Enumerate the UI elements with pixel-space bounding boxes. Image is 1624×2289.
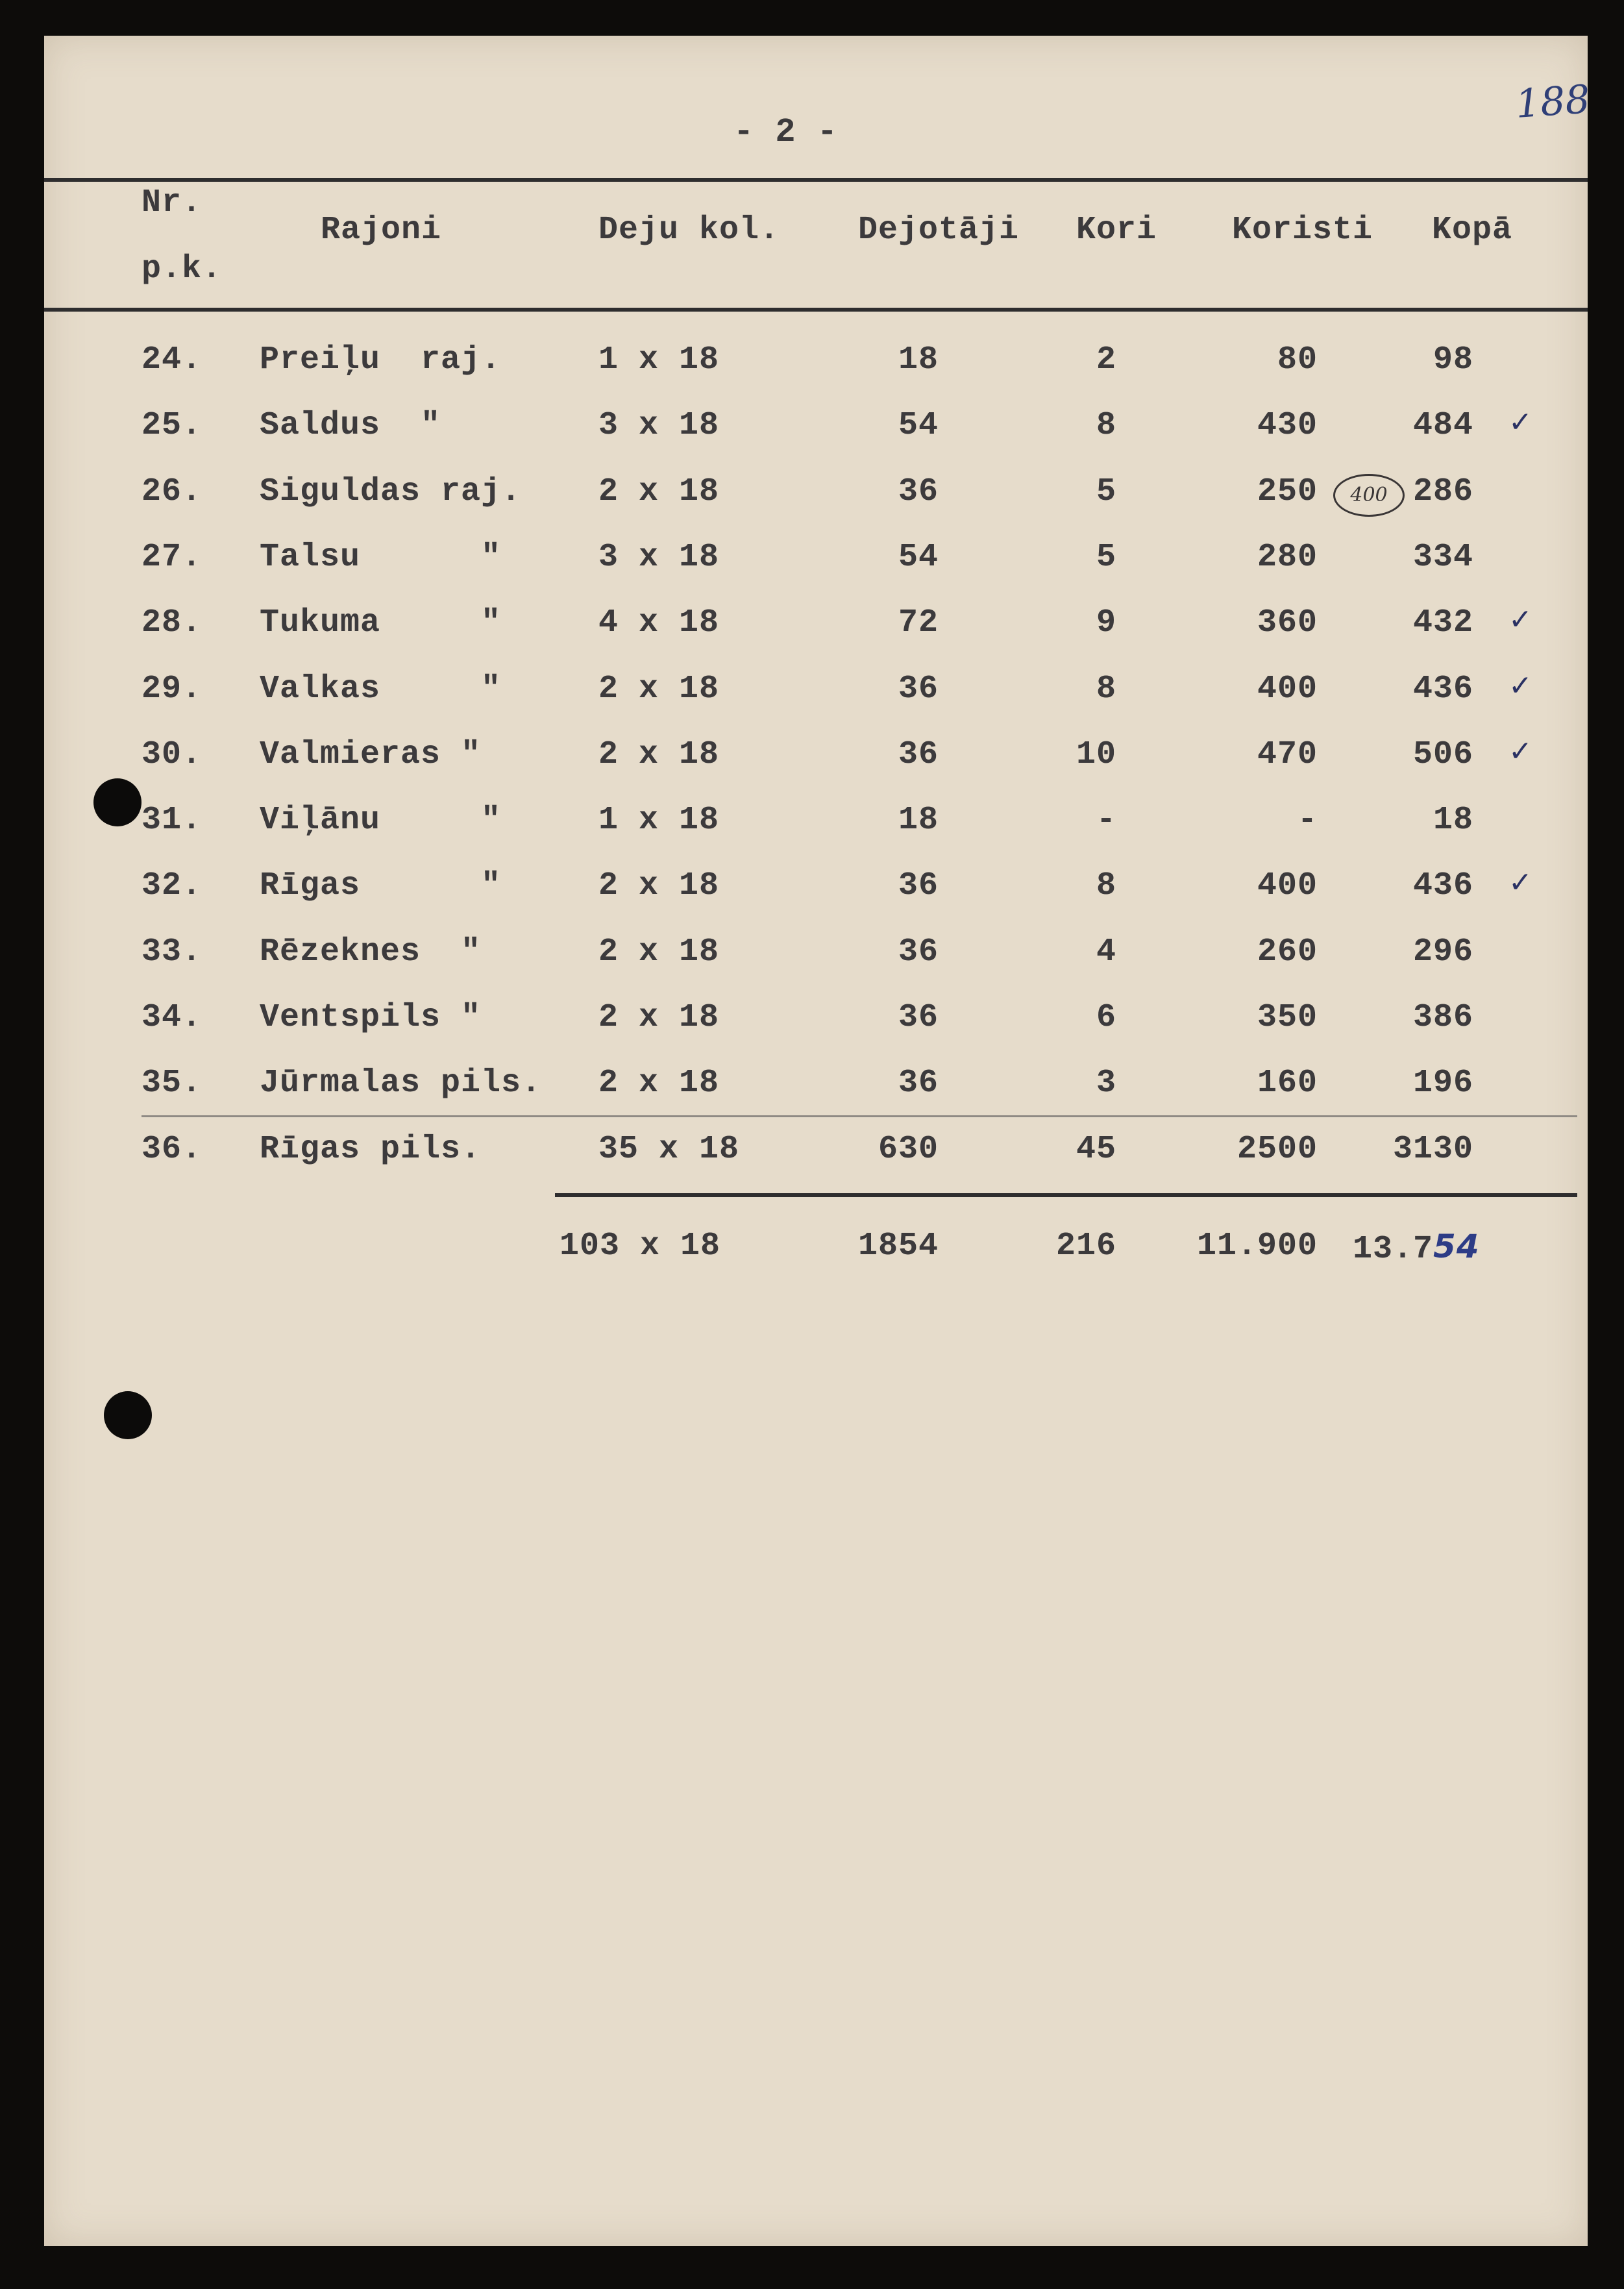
cell-dejotaji: 36	[898, 934, 939, 971]
cell-dejotaji: 54	[898, 407, 939, 444]
total-kopa	[1353, 1230, 1480, 1266]
checkmark-icon: ✓	[1508, 735, 1532, 768]
cell-kori: 4	[1096, 934, 1116, 971]
cell-dejotaji: 36	[898, 671, 939, 708]
cell-koristi: -	[1297, 802, 1318, 839]
cell-kori: 9	[1096, 604, 1116, 641]
header-kori: Kori	[1076, 212, 1157, 249]
cell-koristi: 430	[1257, 407, 1318, 444]
cell-rajons: Ventspils "	[260, 999, 482, 1036]
cell-rajons: Talsu "	[260, 539, 502, 576]
header-pk: p.k.	[141, 251, 223, 288]
cell-deju: 4 x 18	[598, 604, 720, 641]
cell-kopa: 506	[1412, 736, 1473, 773]
cell-koristi: 360	[1257, 604, 1318, 641]
thin-rule	[141, 1115, 1577, 1117]
cell-dejotaji: 18	[898, 802, 939, 839]
cell-nr: 31.	[141, 802, 203, 839]
cell-rajons: Preiļu raj.	[260, 341, 502, 378]
cell-deju: 1 x 18	[598, 341, 720, 378]
cell-rajons: Valkas "	[260, 671, 502, 708]
cell-rajons: Rīgas "	[260, 867, 502, 904]
cell-dejotaji: 630	[878, 1131, 939, 1168]
cell-kori: 6	[1096, 999, 1116, 1036]
cell-rajons: Valmieras "	[260, 736, 482, 773]
cell-kori: 5	[1096, 539, 1116, 576]
cell-deju: 2 x 18	[598, 736, 720, 773]
cell-koristi: 160	[1257, 1065, 1318, 1102]
cell-koristi: 260	[1257, 934, 1318, 971]
circled-note: 400	[1333, 474, 1405, 517]
cell-nr: 30.	[141, 736, 203, 773]
cell-kopa: 484	[1412, 407, 1473, 444]
cell-koristi: 470	[1257, 736, 1318, 773]
cell-deju: 35 x 18	[598, 1131, 740, 1168]
header-koristi: Koristi	[1232, 212, 1373, 249]
totals-rule	[555, 1193, 1577, 1197]
header-kopa: Kopā	[1432, 212, 1513, 249]
cell-dejotaji: 36	[898, 736, 939, 773]
punch-hole	[93, 778, 141, 826]
page-number: - 2 -	[733, 113, 839, 151]
cell-kopa: 436	[1412, 867, 1473, 904]
checkmark-icon: ✓	[1508, 603, 1532, 636]
cell-nr: 35.	[141, 1065, 203, 1102]
cell-nr: 26.	[141, 473, 203, 510]
cell-koristi: 250	[1257, 473, 1318, 510]
cell-deju: 3 x 18	[598, 407, 720, 444]
cell-rajons: Jūrmalas pils.	[260, 1065, 542, 1102]
cell-koristi: 400	[1257, 671, 1318, 708]
header-deju-kol: Deju kol.	[598, 212, 780, 249]
cell-kopa: 98	[1433, 341, 1473, 378]
cell-dejotaji: 54	[898, 539, 939, 576]
cell-kori: 5	[1096, 473, 1116, 510]
cell-deju: 2 x 18	[598, 867, 720, 904]
cell-nr: 28.	[141, 604, 203, 641]
cell-dejotaji: 36	[898, 1065, 939, 1102]
cell-koristi: 2500	[1236, 1131, 1318, 1168]
punch-hole	[104, 1391, 152, 1439]
total-kori: 216	[1055, 1228, 1116, 1265]
cell-nr: 29.	[141, 671, 203, 708]
header-top-rule	[44, 178, 1588, 182]
cell-kori: 3	[1096, 1065, 1116, 1102]
cell-nr: 27.	[141, 539, 203, 576]
cell-deju: 3 x 18	[598, 539, 720, 576]
cell-kori: 45	[1076, 1131, 1116, 1168]
cell-kopa: 386	[1412, 999, 1473, 1036]
cell-kori: 8	[1096, 867, 1116, 904]
cell-rajons: Tukuma "	[260, 604, 502, 641]
cell-nr: 24.	[141, 341, 203, 378]
total-koristi: 11.900	[1196, 1228, 1318, 1265]
cell-kori: -	[1096, 802, 1116, 839]
cell-rajons: Rīgas pils.	[260, 1131, 482, 1168]
header-rajoni: Rajoni	[321, 212, 442, 249]
cell-dejotaji: 36	[898, 867, 939, 904]
cell-dejotaji: 18	[898, 341, 939, 378]
cell-kopa: 432	[1412, 604, 1473, 641]
cell-kopa: 296	[1412, 934, 1473, 971]
header-nr: Nr.	[141, 184, 203, 221]
total-kopa-handwritten: 54	[1433, 1228, 1480, 1265]
total-kopa-typed: 13.7	[1353, 1231, 1434, 1268]
cell-nr: 34.	[141, 999, 203, 1036]
cell-rajons: Rēzeknes "	[260, 934, 482, 971]
total-deju: 103 x 18	[560, 1228, 721, 1265]
checkmark-icon: ✓	[1508, 406, 1532, 439]
cell-deju: 2 x 18	[598, 1065, 720, 1102]
header-dejotaji: Dejotāji	[858, 212, 1020, 249]
cell-koristi: 350	[1257, 999, 1318, 1036]
cell-nr: 32.	[141, 867, 203, 904]
cell-dejotaji: 72	[898, 604, 939, 641]
cell-kopa: 3130	[1392, 1131, 1473, 1168]
checkmark-icon: ✓	[1508, 669, 1532, 702]
cell-kopa: 286	[1412, 473, 1473, 510]
cell-deju: 2 x 18	[598, 473, 720, 510]
cell-dejotaji: 36	[898, 473, 939, 510]
archive-number: 188	[1514, 77, 1592, 127]
cell-kori: 8	[1096, 671, 1116, 708]
cell-kopa: 18	[1433, 802, 1473, 839]
cell-kori: 2	[1096, 341, 1116, 378]
cell-koristi: 80	[1277, 341, 1318, 378]
cell-deju: 2 x 18	[598, 999, 720, 1036]
cell-deju: 2 x 18	[598, 671, 720, 708]
cell-deju: 2 x 18	[598, 934, 720, 971]
cell-rajons: Viļānu "	[260, 802, 502, 839]
cell-kopa: 436	[1412, 671, 1473, 708]
cell-dejotaji: 36	[898, 999, 939, 1036]
cell-kori: 10	[1076, 736, 1116, 773]
header-bottom-rule	[44, 308, 1588, 312]
cell-koristi: 280	[1257, 539, 1318, 576]
checkmark-icon: ✓	[1508, 866, 1532, 899]
cell-nr: 25.	[141, 407, 203, 444]
cell-rajons: Saldus "	[260, 407, 441, 444]
total-dejotaji: 1854	[857, 1228, 939, 1265]
cell-nr: 33.	[141, 934, 203, 971]
cell-koristi: 400	[1257, 867, 1318, 904]
cell-nr: 36.	[141, 1131, 203, 1168]
cell-kopa: 334	[1412, 539, 1473, 576]
cell-deju: 1 x 18	[598, 802, 720, 839]
cell-rajons: Siguldas raj.	[260, 473, 522, 510]
cell-kopa: 196	[1412, 1065, 1473, 1102]
cell-kori: 8	[1096, 407, 1116, 444]
